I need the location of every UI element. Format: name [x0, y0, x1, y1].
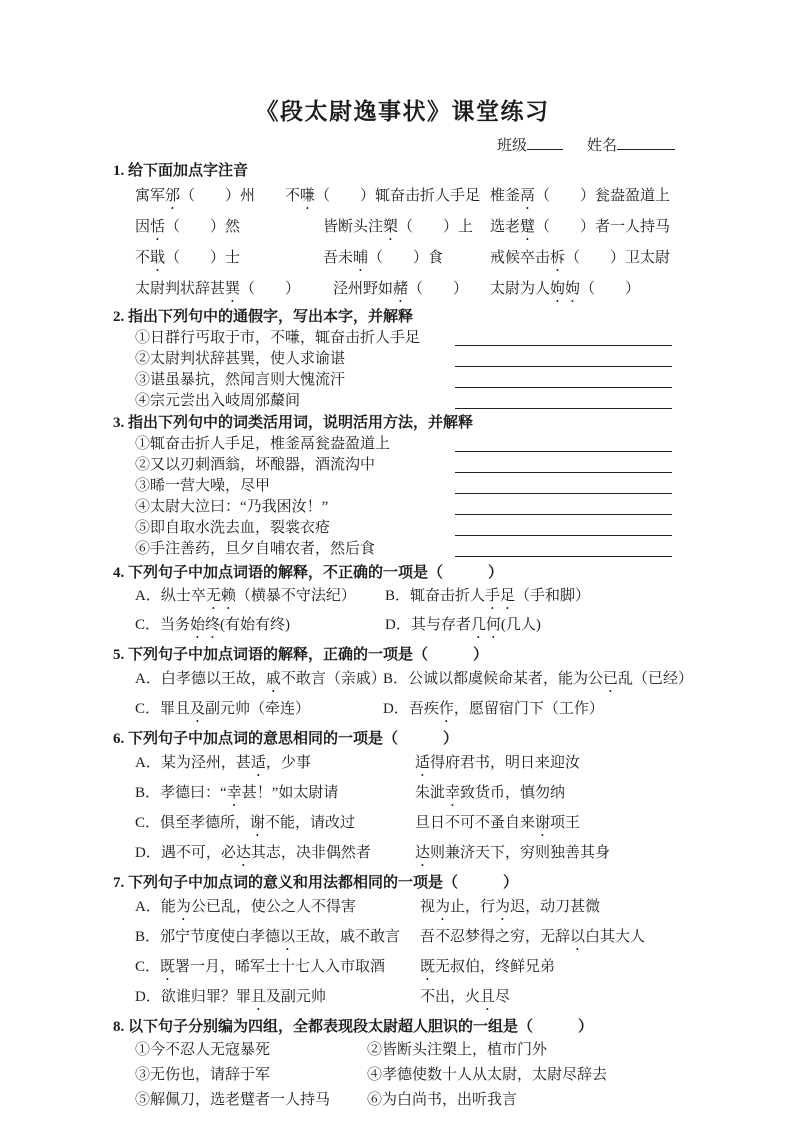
q5-option-b: B．公诚以都虞候命某者，能为公已乱（已经） [383, 671, 694, 687]
q6-option-a-phrase1: A．某为泾州，甚适，少事 [135, 755, 311, 771]
q5-option-c: C．罪且及副元帅（牵连） [135, 701, 311, 717]
q3-item-6 [135, 539, 692, 560]
q1-header: 1. 给下面加点字注音 [113, 163, 249, 179]
answer-blank-line [455, 381, 672, 388]
q7-option-d-phrase2: 不出，火且尽 [420, 989, 511, 1005]
class-label: 班级 [497, 138, 528, 154]
q3-item-text: ④太尉大泣曰：“乃我困汝！” [135, 499, 329, 515]
pinyin-item: 太尉为人姁姁（ ） [490, 281, 641, 297]
pinyin-item: 太尉判状辞甚巽（ ） [135, 281, 301, 297]
page-title: 《段太尉逸事状》课堂练习 [255, 99, 550, 124]
q2-item-3 [135, 370, 692, 391]
q8-sentence-5: ⑤解佩刀，选老躄者一人持马 [135, 1092, 331, 1108]
student-info-row [497, 136, 692, 156]
q3-item-text: ⑥手注善药，旦夕自哺农者，然后食 [135, 541, 376, 557]
q2-header: 2. 指出下列句中的通假字，写出本字，并解释 [113, 309, 414, 325]
answer-blank-line [455, 487, 672, 494]
pinyin-item: 皆断头注槊（ ）上 [323, 219, 474, 235]
answer-blank-line [455, 445, 672, 452]
q6-option-d-phrase2: 达则兼济天下，穷则独善其身 [415, 845, 611, 861]
q7-option-a-row [135, 894, 692, 924]
pinyin-item: 椎釜鬲（ ）瓮盎盈道上 [490, 188, 671, 204]
q7-header: 7. 下列句子中加点词的意义和用法都相同的一项是（ ） [113, 875, 519, 891]
name-blank-line [617, 136, 675, 150]
answer-blank-line [455, 550, 672, 557]
q4-option-c: C．当务始终(有始有终) [135, 617, 291, 633]
q3-item-text: ⑤即自取水洗去血，裂裳衣疮 [135, 520, 331, 536]
question-5 [113, 644, 692, 726]
q3-item-3 [135, 476, 692, 497]
question-7 [113, 872, 692, 1014]
q4-options-row-2 [135, 613, 692, 642]
answer-blank-line [455, 466, 672, 473]
q6-option-c-phrase1: C．俱至孝德所，谢不能，请改过 [135, 815, 356, 831]
answer-blank-line [455, 529, 672, 536]
q5-header: 5. 下列句子中加点词语的解释，正确的一项是（ ） [113, 647, 489, 663]
q4-option-b: B．辄奋击折人手足（手和脚） [385, 588, 591, 604]
q6-option-d-row [135, 840, 692, 870]
q7-option-c-row [135, 954, 692, 984]
pinyin-item: 不戢（ ）士 [135, 250, 241, 266]
q1-row-3 [135, 244, 692, 275]
q7-option-b-phrase1: B．邠宁节度使白孝德以王故，戚不敢言 [135, 929, 401, 945]
q7-option-b-phrase2: 吾不忍梦得之穷，无辞以白其大人 [420, 929, 646, 945]
question-3 [113, 412, 692, 560]
q4-option-d: D．其与存者几何(几人) [385, 617, 541, 633]
pinyin-item: 泾州野如赭（ ） [333, 281, 469, 297]
q8-sentence-1: ①今不忍人无寇暴死 [135, 1042, 271, 1058]
answer-blank-line [455, 339, 672, 346]
question-6 [113, 728, 692, 870]
q7-option-b-row [135, 924, 692, 954]
pinyin-item: 寓军邠（ ）州 [135, 188, 256, 204]
q1-row-4 [135, 275, 692, 306]
q6-option-a-phrase2: 适得府君书，明日来迎汝 [415, 755, 581, 771]
q3-item-5 [135, 518, 692, 539]
q8-sentence-3: ③无伤也，请辞于军 [135, 1067, 271, 1083]
q8-row-2 [135, 1063, 692, 1088]
q8-header: 8. 以下句子分别编为四组，全都表现段太尉超人胆识的一组是（ ） [113, 1019, 594, 1035]
q4-header: 4. 下列句子中加点词语的解释，不正确的一项是（ ） [113, 565, 504, 581]
q2-item-text: ①日群行丐取于市，不嗛，辄奋击折人手足 [135, 330, 421, 346]
name-label: 姓名 [587, 138, 618, 154]
q6-option-d-phrase1: D．遇不可，必达其志，决非偶然者 [135, 845, 371, 861]
class-blank-line [527, 136, 563, 150]
q6-option-c-row [135, 810, 692, 840]
q5-option-d: D．吾疾作，愿留宿门下（工作） [383, 701, 604, 717]
pinyin-item: 吾未晡（ ）食 [323, 250, 444, 266]
pinyin-item: 选老躄（ ）者一人持马 [490, 219, 671, 235]
q8-sentence-2: ②皆断头注槊上，植市门外 [367, 1042, 548, 1058]
q6-option-c-phrase2: 旦日不可不蚤自来谢项王 [415, 815, 581, 831]
q8-sentence-6: ⑥为白尚书，出听我言 [367, 1092, 518, 1108]
question-2 [113, 306, 692, 412]
q5-option-a: A．白孝德以王故，戚不敢言（亲戚） [135, 671, 386, 687]
q7-option-c-phrase1: C．既署一月，晞军士十七人入市取酒 [135, 959, 386, 975]
question-4 [113, 562, 692, 642]
q7-option-c-phrase2: 既无叔伯，终鲜兄弟 [420, 959, 556, 975]
q6-header: 6. 下列句子中加点词的意思相同的一项是（ ） [113, 731, 459, 747]
q3-item-text: ②又以刃刺酒翁，坏酿器，酒流沟中 [135, 457, 376, 473]
pinyin-item: 因恬（ ）然 [135, 219, 241, 235]
q8-sentence-4: ④孝德使数十人从太尉，太尉尽辞去 [367, 1067, 608, 1083]
q8-row-3 [135, 1088, 692, 1113]
q5-options-row-2 [135, 696, 692, 726]
answer-blank-line [455, 360, 672, 367]
q3-item-2 [135, 455, 692, 476]
q3-item-4 [135, 497, 692, 518]
q6-option-b-phrase1: B．孝德曰：“幸甚！”如太尉请 [135, 785, 339, 801]
q2-item-text: ②太尉判状辞甚巽，使人求谕谌 [135, 351, 346, 367]
q2-item-text: ③谌虽暴抗，然闻言则大愧流汗 [135, 372, 346, 388]
q4-options-row-1 [135, 584, 692, 613]
question-8 [113, 1016, 692, 1113]
q2-item-2 [135, 349, 692, 370]
q6-option-b-row [135, 780, 692, 810]
q3-item-text: ①辄奋击折人手足，椎釜鬲瓮盎盈道上 [135, 436, 391, 452]
q7-option-a-phrase2: 视为止，行为迟，动刀甚微 [420, 899, 601, 915]
q7-option-d-row [135, 984, 692, 1014]
q1-row-1 [135, 182, 692, 213]
q1-row-2 [135, 213, 692, 244]
q6-option-b-phrase2: 朱泚幸致货币，慎勿纳 [415, 785, 566, 801]
q2-item-4 [135, 391, 692, 412]
question-1 [113, 160, 692, 306]
q8-row-1 [135, 1038, 692, 1063]
pinyin-item: 不嗛（ ）辄奋击折人手足 [285, 188, 481, 204]
q7-option-a-phrase1: A．能为公已乱，使公之人不得害 [135, 899, 356, 915]
answer-blank-line [455, 508, 672, 515]
q3-item-text: ③晞一营大噪，尽甲 [135, 478, 271, 494]
q2-item-text: ④宗元尝出入岐周邠斄间 [135, 393, 301, 409]
q5-options-row-1 [135, 666, 692, 696]
q3-item-1 [135, 434, 692, 455]
q2-item-1 [135, 328, 692, 349]
q6-option-a-row [135, 750, 692, 780]
q3-header: 3. 指出下列句中的词类活用词，说明活用方法，并解释 [113, 415, 474, 431]
q4-option-a: A．纵士卒无赖（横暴不守法纪） [135, 588, 356, 604]
q7-option-d-phrase1: D．欲谁归罪？罪且及副元帅 [135, 989, 326, 1005]
pinyin-item: 戒候卒击柝（ ）卫太尉 [490, 250, 671, 266]
answer-blank-line [455, 402, 672, 409]
